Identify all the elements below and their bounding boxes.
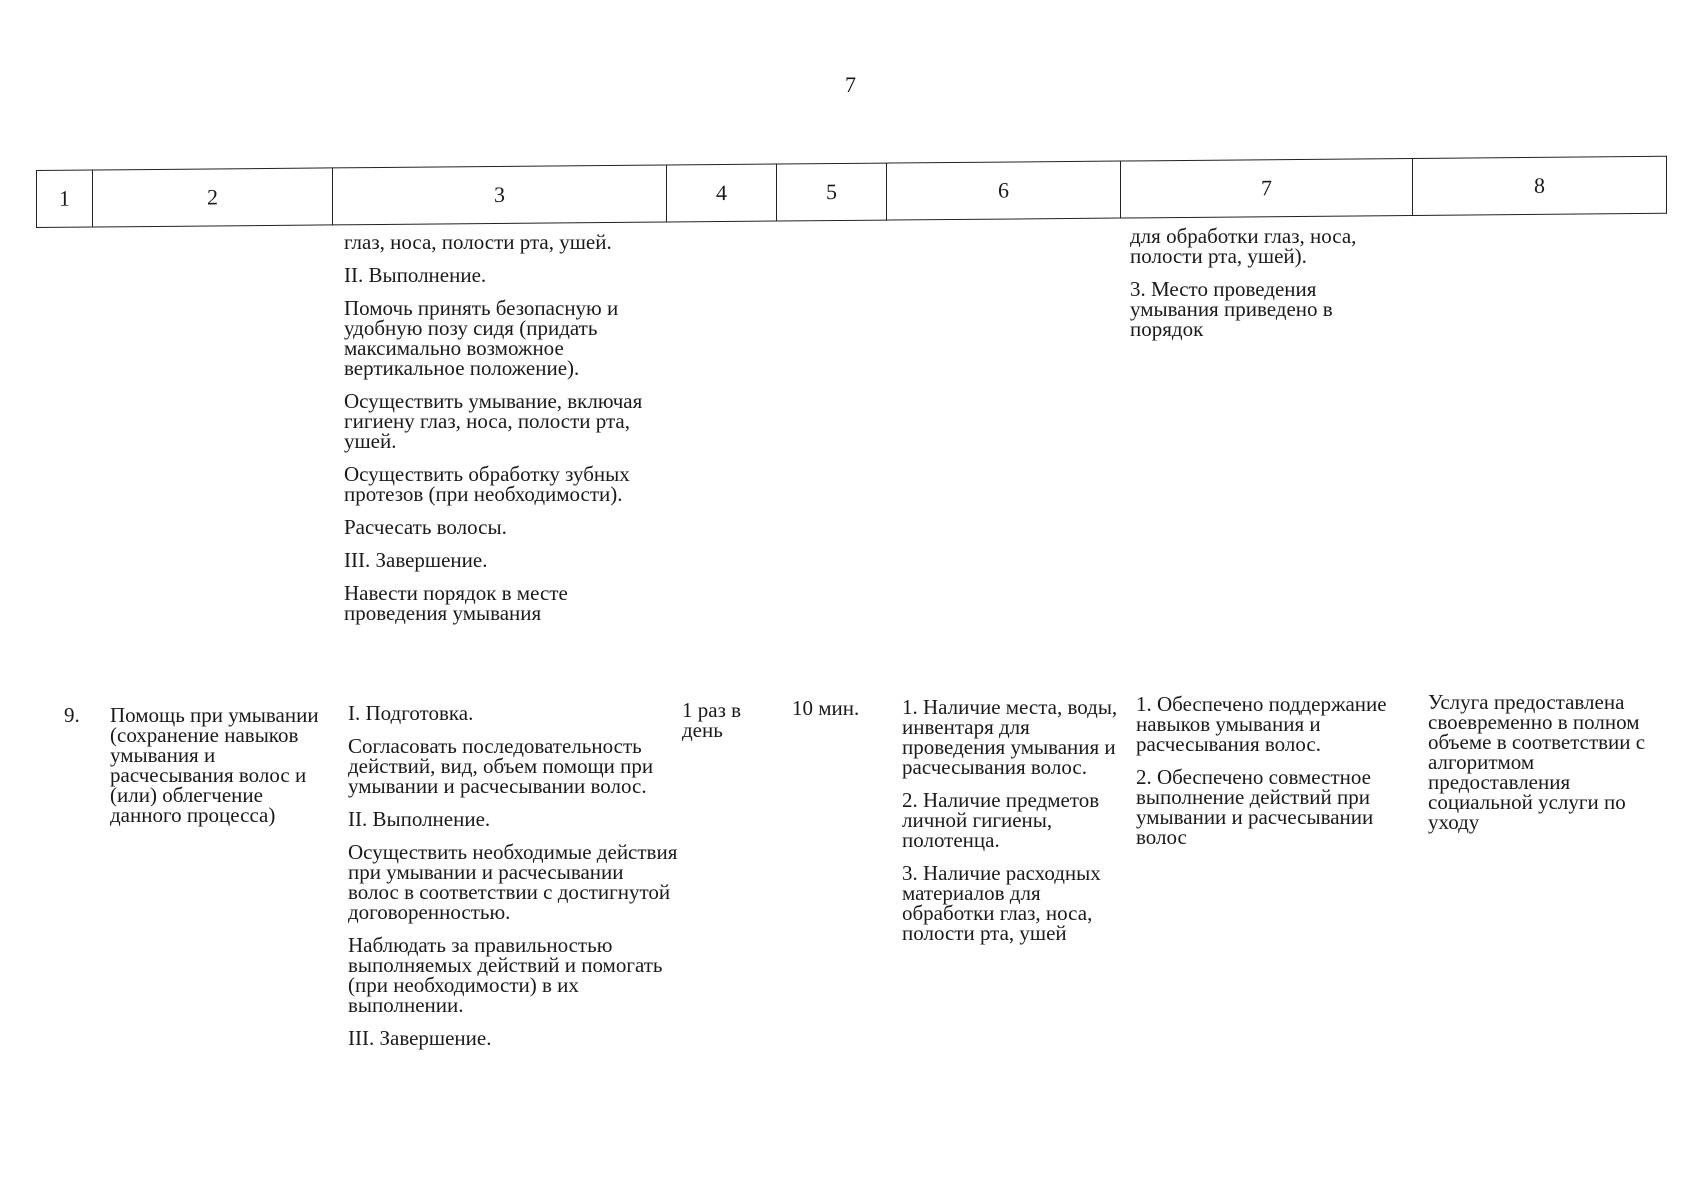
- continuation-procedure: [344, 232, 672, 623]
- continuation-procedure-line: Осуществить умывание, включая гигиену глаз, носа, полости рта, ушей.: [344, 389, 643, 453]
- row-9-procedure-line: Согласовать последовательность действий, вид, объем помощи при умывании и расчесывании волос.: [348, 734, 654, 798]
- continuation-procedure-line: III. Завершение.: [344, 548, 488, 572]
- header-col-5: 5: [777, 163, 887, 221]
- continuation-procedure-line: Помочь принять безопасную и удобную позу сидя (придать максимально возможное вертикальное положение).: [344, 296, 619, 380]
- header-col-6: 6: [887, 161, 1121, 220]
- continuation-procedure-line: Осуществить обработку зубных протезов (при необходимости).: [344, 462, 630, 506]
- row-9-quality-criteria: Услуга предоставлена своевременно в полном объеме в соответствии с алгоритмом предоставления социальной услуги по уходу: [1428, 690, 1646, 834]
- row-9-procedure: [348, 703, 678, 1048]
- row-9-procedure-line: Осуществить необходимые действия при умывании и расчесывании волос в соответствии с достигнутой договоренностью.: [348, 840, 678, 924]
- row-9-service-name: Помощь при умывании (сохранение навыков умывания и расчесывания волос и (или) облегчение данного процесса): [110, 703, 319, 827]
- header-row: [37, 156, 1667, 227]
- header-col-1: 1: [37, 170, 93, 227]
- continuation-procedure-line: Расчесать волосы.: [344, 515, 507, 539]
- row-9-frequency: 1 раз в день: [682, 698, 742, 742]
- continuation-procedure-line: Навести порядок в месте проведения умывания: [344, 581, 568, 625]
- row-9-number: 9.: [64, 703, 80, 727]
- row-9-procedure-line: II. Выполнение.: [348, 807, 491, 831]
- row-9-conditions-line: 1. Наличие места, воды, инвентаря для проведения умывания и расчесывания волос.: [902, 695, 1118, 779]
- row-9-procedure-line: III. Завершение.: [348, 1026, 492, 1050]
- row-9-procedure-line: Наблюдать за правильностью выполняемых действий и помогать (при необходимости) в их выполнении.: [348, 933, 663, 1017]
- page-number: 7: [845, 72, 856, 97]
- continuation-results: [1130, 226, 1410, 339]
- row-9-conditions: [902, 697, 1124, 943]
- continuation-procedure-line: глаз, носа, полости рта, ушей.: [344, 230, 612, 254]
- header-col-2: 2: [93, 168, 333, 227]
- header-col-8: 8: [1413, 156, 1667, 215]
- continuation-results-line: для обработки глаз, носа, полости рта, ушей).: [1130, 224, 1357, 268]
- column-header-table: [36, 156, 1667, 228]
- row-9-results: [1136, 694, 1420, 847]
- row-9-results-line: 2. Обеспечено совместное выполнение действий при умывании и расчесывании волос: [1136, 765, 1374, 849]
- row-9-results-line: 1. Обеспечено поддержание навыков умывания и расчесывания волос.: [1136, 692, 1387, 756]
- continuation-results-line: 3. Место проведения умывания приведено в порядок: [1130, 277, 1333, 341]
- row-9-duration: 10 мин.: [792, 696, 860, 720]
- row-9-procedure-line: I. Подготовка.: [348, 701, 474, 725]
- header-col-4: 4: [667, 164, 777, 222]
- row-9-conditions-line: 3. Наличие расходных материалов для обработки глаз, носа, полости рта, ушей: [902, 861, 1101, 945]
- row-9-conditions-line: 2. Наличие предметов личной гигиены, полотенца.: [902, 788, 1100, 852]
- header-col-3: 3: [333, 165, 667, 225]
- continuation-procedure-line: II. Выполнение.: [344, 263, 487, 287]
- header-col-7: 7: [1121, 158, 1413, 218]
